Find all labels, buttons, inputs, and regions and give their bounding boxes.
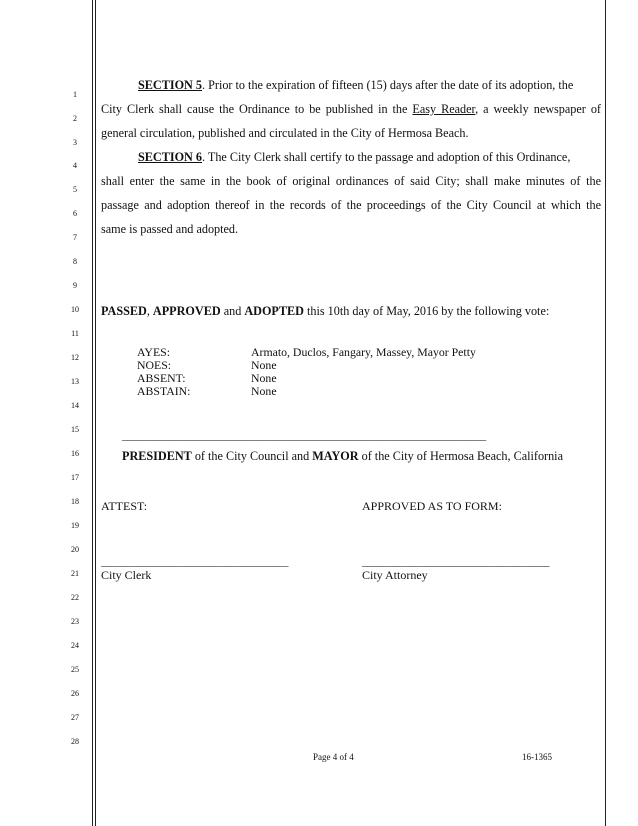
line-number: 25	[71, 665, 79, 674]
left-margin-rule-inner	[95, 0, 96, 826]
vote-date-text: this 10th day of May, 2016 by the following vote:	[303, 304, 550, 318]
section5-line3: general circulation, published and circulated in the City of Hermosa Beach.	[101, 126, 469, 140]
line-number: 6	[73, 209, 77, 218]
section6-line4: same is passed and adopted.	[101, 222, 239, 236]
president-mayor-title	[122, 449, 563, 464]
section6-text: . The City Clerk shall certify to the passage and adoption of this Ordinance,	[202, 150, 571, 164]
section5-text: . Prior to the expiration of fifteen (15) days after the date of its adoption, the	[202, 78, 574, 92]
section6-line3: passage and adoption thereof in the records of the proceedings of the City Council at which the	[101, 198, 601, 212]
section5-line1	[101, 78, 601, 93]
passed-approved-adopted	[101, 304, 601, 319]
attest-label: ATTEST:	[101, 499, 148, 513]
line-number: 14	[71, 401, 79, 410]
section5-heading: SECTION 5	[138, 78, 203, 92]
approved-as-to-form-label: APPROVED AS TO FORM:	[362, 499, 502, 513]
vote-value-abstain: None	[251, 384, 277, 398]
separator: ,	[146, 304, 153, 318]
page-number: Page 4 of 4	[313, 752, 354, 762]
line-number: 7	[73, 233, 77, 242]
title-text: of the City Council and	[191, 449, 313, 463]
city-clerk-title: City Clerk	[101, 568, 152, 582]
city-clerk-signature-line: ____________________________________	[101, 556, 289, 568]
line-number: 21	[71, 569, 79, 578]
line-number: 3	[73, 138, 77, 147]
section6-line2: shall enter the same in the book of original ordinances of said City; shall make minutes of the	[101, 174, 601, 188]
vote-label-ayes: AYES:	[137, 345, 170, 359]
line-number: 23	[71, 617, 79, 626]
line-number: 18	[71, 497, 79, 506]
city-attorney-signature-line: ____________________________________	[362, 556, 550, 568]
title-text: of the City of Hermosa Beach, California	[358, 449, 563, 463]
mayor-word: MAYOR	[312, 449, 359, 463]
line-number: 11	[71, 329, 79, 338]
line-number: 26	[71, 689, 79, 698]
line-number: 4	[73, 161, 77, 170]
line-number: 17	[71, 473, 79, 482]
section6-line1	[101, 150, 601, 165]
right-margin-rule	[605, 0, 606, 826]
line-number: 27	[71, 713, 79, 722]
line-number: 15	[71, 425, 79, 434]
line-number: 20	[71, 545, 79, 554]
line-number: 5	[73, 185, 77, 194]
document-id: 16-1365	[522, 752, 552, 762]
line-number: 28	[71, 737, 79, 746]
line-number: 16	[71, 449, 79, 458]
line-number: 24	[71, 641, 79, 650]
vote-label-noes: NOES:	[137, 358, 172, 372]
section5-line2	[101, 102, 601, 117]
vote-label-abstain: ABSTAIN:	[137, 384, 191, 398]
line-number: 8	[73, 257, 77, 266]
section6-heading: SECTION 6	[138, 150, 203, 164]
approved-word: APPROVED	[152, 304, 221, 318]
adopted-word: ADOPTED	[244, 304, 304, 318]
passed-word: PASSED	[101, 304, 147, 318]
section5-text: , a weekly newspaper of	[475, 102, 601, 116]
line-number: 10	[71, 305, 79, 314]
president-signature-line: ______________________________________________________________________	[122, 430, 487, 442]
line-number: 22	[71, 593, 79, 602]
line-number: 1	[73, 90, 77, 99]
newspaper-name: Easy Reader	[412, 102, 476, 116]
line-number: 19	[71, 521, 79, 530]
section5-text: City Clerk shall cause the Ordinance to be published in the	[101, 102, 413, 116]
president-word: PRESIDENT	[122, 449, 192, 463]
city-attorney-title: City Attorney	[362, 568, 428, 582]
left-margin-rule-outer	[92, 0, 93, 826]
line-number: 12	[71, 353, 79, 362]
vote-label-absent: ABSENT:	[137, 371, 186, 385]
line-number: 13	[71, 377, 79, 386]
separator: and	[220, 304, 245, 318]
line-number: 9	[73, 281, 77, 290]
vote-value-absent: None	[251, 371, 277, 385]
line-number: 2	[73, 114, 77, 123]
vote-value-noes: None	[251, 358, 277, 372]
vote-value-ayes: Armato, Duclos, Fangary, Massey, Mayor Petty	[251, 345, 476, 359]
